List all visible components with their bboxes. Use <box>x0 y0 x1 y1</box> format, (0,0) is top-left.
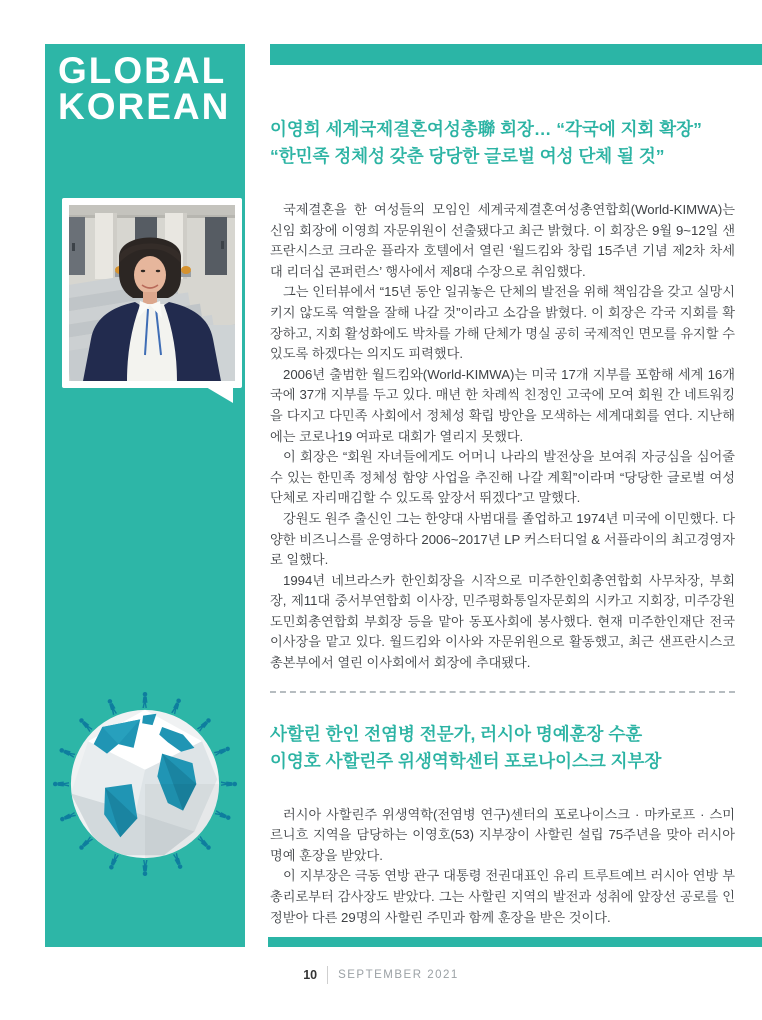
portrait-photo <box>69 205 235 381</box>
article-world-kimwa <box>270 116 735 674</box>
body-paragraph: 1994년 네브라스카 한인회장을 시작으로 미주한인회총연합회 사무차장, 부회장, 제11대 중서부연합회 이사장, 민주평화통일자문회의 시카고 지회장, 미주강원도민회총연합회 부회장 등을 맡아 동포사회에 봉사했다. 현재 미주한인재단 전국 이사장을 맡고 있다. 월드킴와 이사와 자문위원으로 활동했고, 최근 샌프란시스코 총본부에서 열린 이사회에서 회장에 추대됐다. <box>270 572 735 671</box>
bottom-accent-bar <box>268 937 762 947</box>
footer <box>0 966 762 984</box>
issue-date: SEPTEMBER 2021 <box>338 969 459 981</box>
section-divider <box>270 691 735 693</box>
body-paragraph: 2006년 출범한 월드킴와(World-KIMWA)는 미국 17개 지부를 포함해 세계 16개국에 37개 지부를 두고 있다. 매년 한 차례씩 친정인 고국에 모여 회원 간 네트워킹을 다지고 다민족 사회에서 정체성 확립 방안을 모색하는 세계대회를 연다. 지난해에는 코로나19 여파로 대회가 열리지 못했다. <box>270 366 735 444</box>
article-headline <box>270 721 735 775</box>
headline-line: 사할린 한인 전염병 전문가, 러시아 명예훈장 수훈 <box>270 723 643 744</box>
body-paragraph: 강원도 원주 출신인 그는 한양대 사범대를 졸업하고 1974년 미국에 이민했다. 다양한 비즈니스를 운영하다 2006~2017년 LP 커스터디얼 & 서플라이의 최고경영자로 일했다. <box>270 510 735 568</box>
photo-speech-tail <box>206 387 233 403</box>
portrait-photo-frame <box>62 198 242 388</box>
body-paragraph: 그는 인터뷰에서 “15년 동안 일궈놓은 단체의 발전을 위해 책임감을 갖고 실망시키지 않도록 역할을 잘해 나갈 것”이라고 소감을 밝혔다. 이 회장은 각국 지회를 확장하고, 지회 활성화에도 박차를 가해 단체가 명실 공히 국제적인 면모를 유지할 수 있도록 하겠다는 의지도 피력했다. <box>270 284 735 362</box>
top-accent-bar <box>270 44 762 65</box>
article-sakhalin <box>270 721 735 929</box>
article-body <box>270 200 735 674</box>
page-number: 10 <box>303 968 318 982</box>
masthead-line-1: GLOBAL <box>58 50 227 91</box>
body-paragraph: 국제결혼을 한 여성들의 모임인 세계국제결혼여성총연합회(World-KIMWA)는 신임 회장에 이영희 자문위원이 선출됐다고 최근 밝혔다. 이 회장은 9월 9~12일 샌프란시스코 크라운 플라자 호텔에서 열린 ‘월드킴와 창립 15주년 기념 제2차 차세대 리더십 콘퍼런스’ 행사에서 제8대 수장으로 취임했다. <box>270 202 735 279</box>
masthead-title <box>45 44 245 125</box>
globe-illustration <box>50 684 240 884</box>
headline-line: 이영호 사할린주 위생역학센터 포로나이스크 지부장 <box>270 750 662 771</box>
body-paragraph: 이 회장은 “회원 자녀들에게도 어머니 나라의 발전상을 보여줘 자긍심을 심어줄 수 있는 한민족 정체성 함양 사업을 추진해 나갈 계획”이라며 “당당한 글로벌 여성 단체로 자리매김할 수 있도록 앞장서 뛰겠다”고 말했다. <box>270 449 735 506</box>
headline-line: 이영희 세계국제결혼여성총聯 회장… “각국에 지회 확장” <box>270 119 702 139</box>
body-paragraph: 러시아 사할린주 위생역학(전염병 연구)센터의 포로나이스크 · 마카로프 · 스미르니흐 지역을 담당하는 이영호(53) 지부장이 사할린 설립 75주년을 맞아 러시아 명예 훈장을 받았다. <box>270 806 735 863</box>
body-paragraph: 이 지부장은 극동 연방 관구 대통령 전권대표인 유리 트루트예브 러시아 연방 부총리로부터 감사장도 받았다. 그는 사할린 지역의 발전과 성취에 앞장선 공로를 인정받아 다른 29명의 사할린 주민과 함께 훈장을 받은 것이다. <box>270 868 735 925</box>
article-body <box>270 805 735 929</box>
main-column <box>270 116 735 928</box>
sidebar <box>45 44 245 947</box>
footer-separator <box>327 966 328 984</box>
headline-line: “한민족 정체성 갖춘 당당한 글로벌 여성 단체 될 것” <box>270 146 665 166</box>
masthead-line-2: KOREAN <box>58 86 231 127</box>
article-headline <box>270 116 735 170</box>
